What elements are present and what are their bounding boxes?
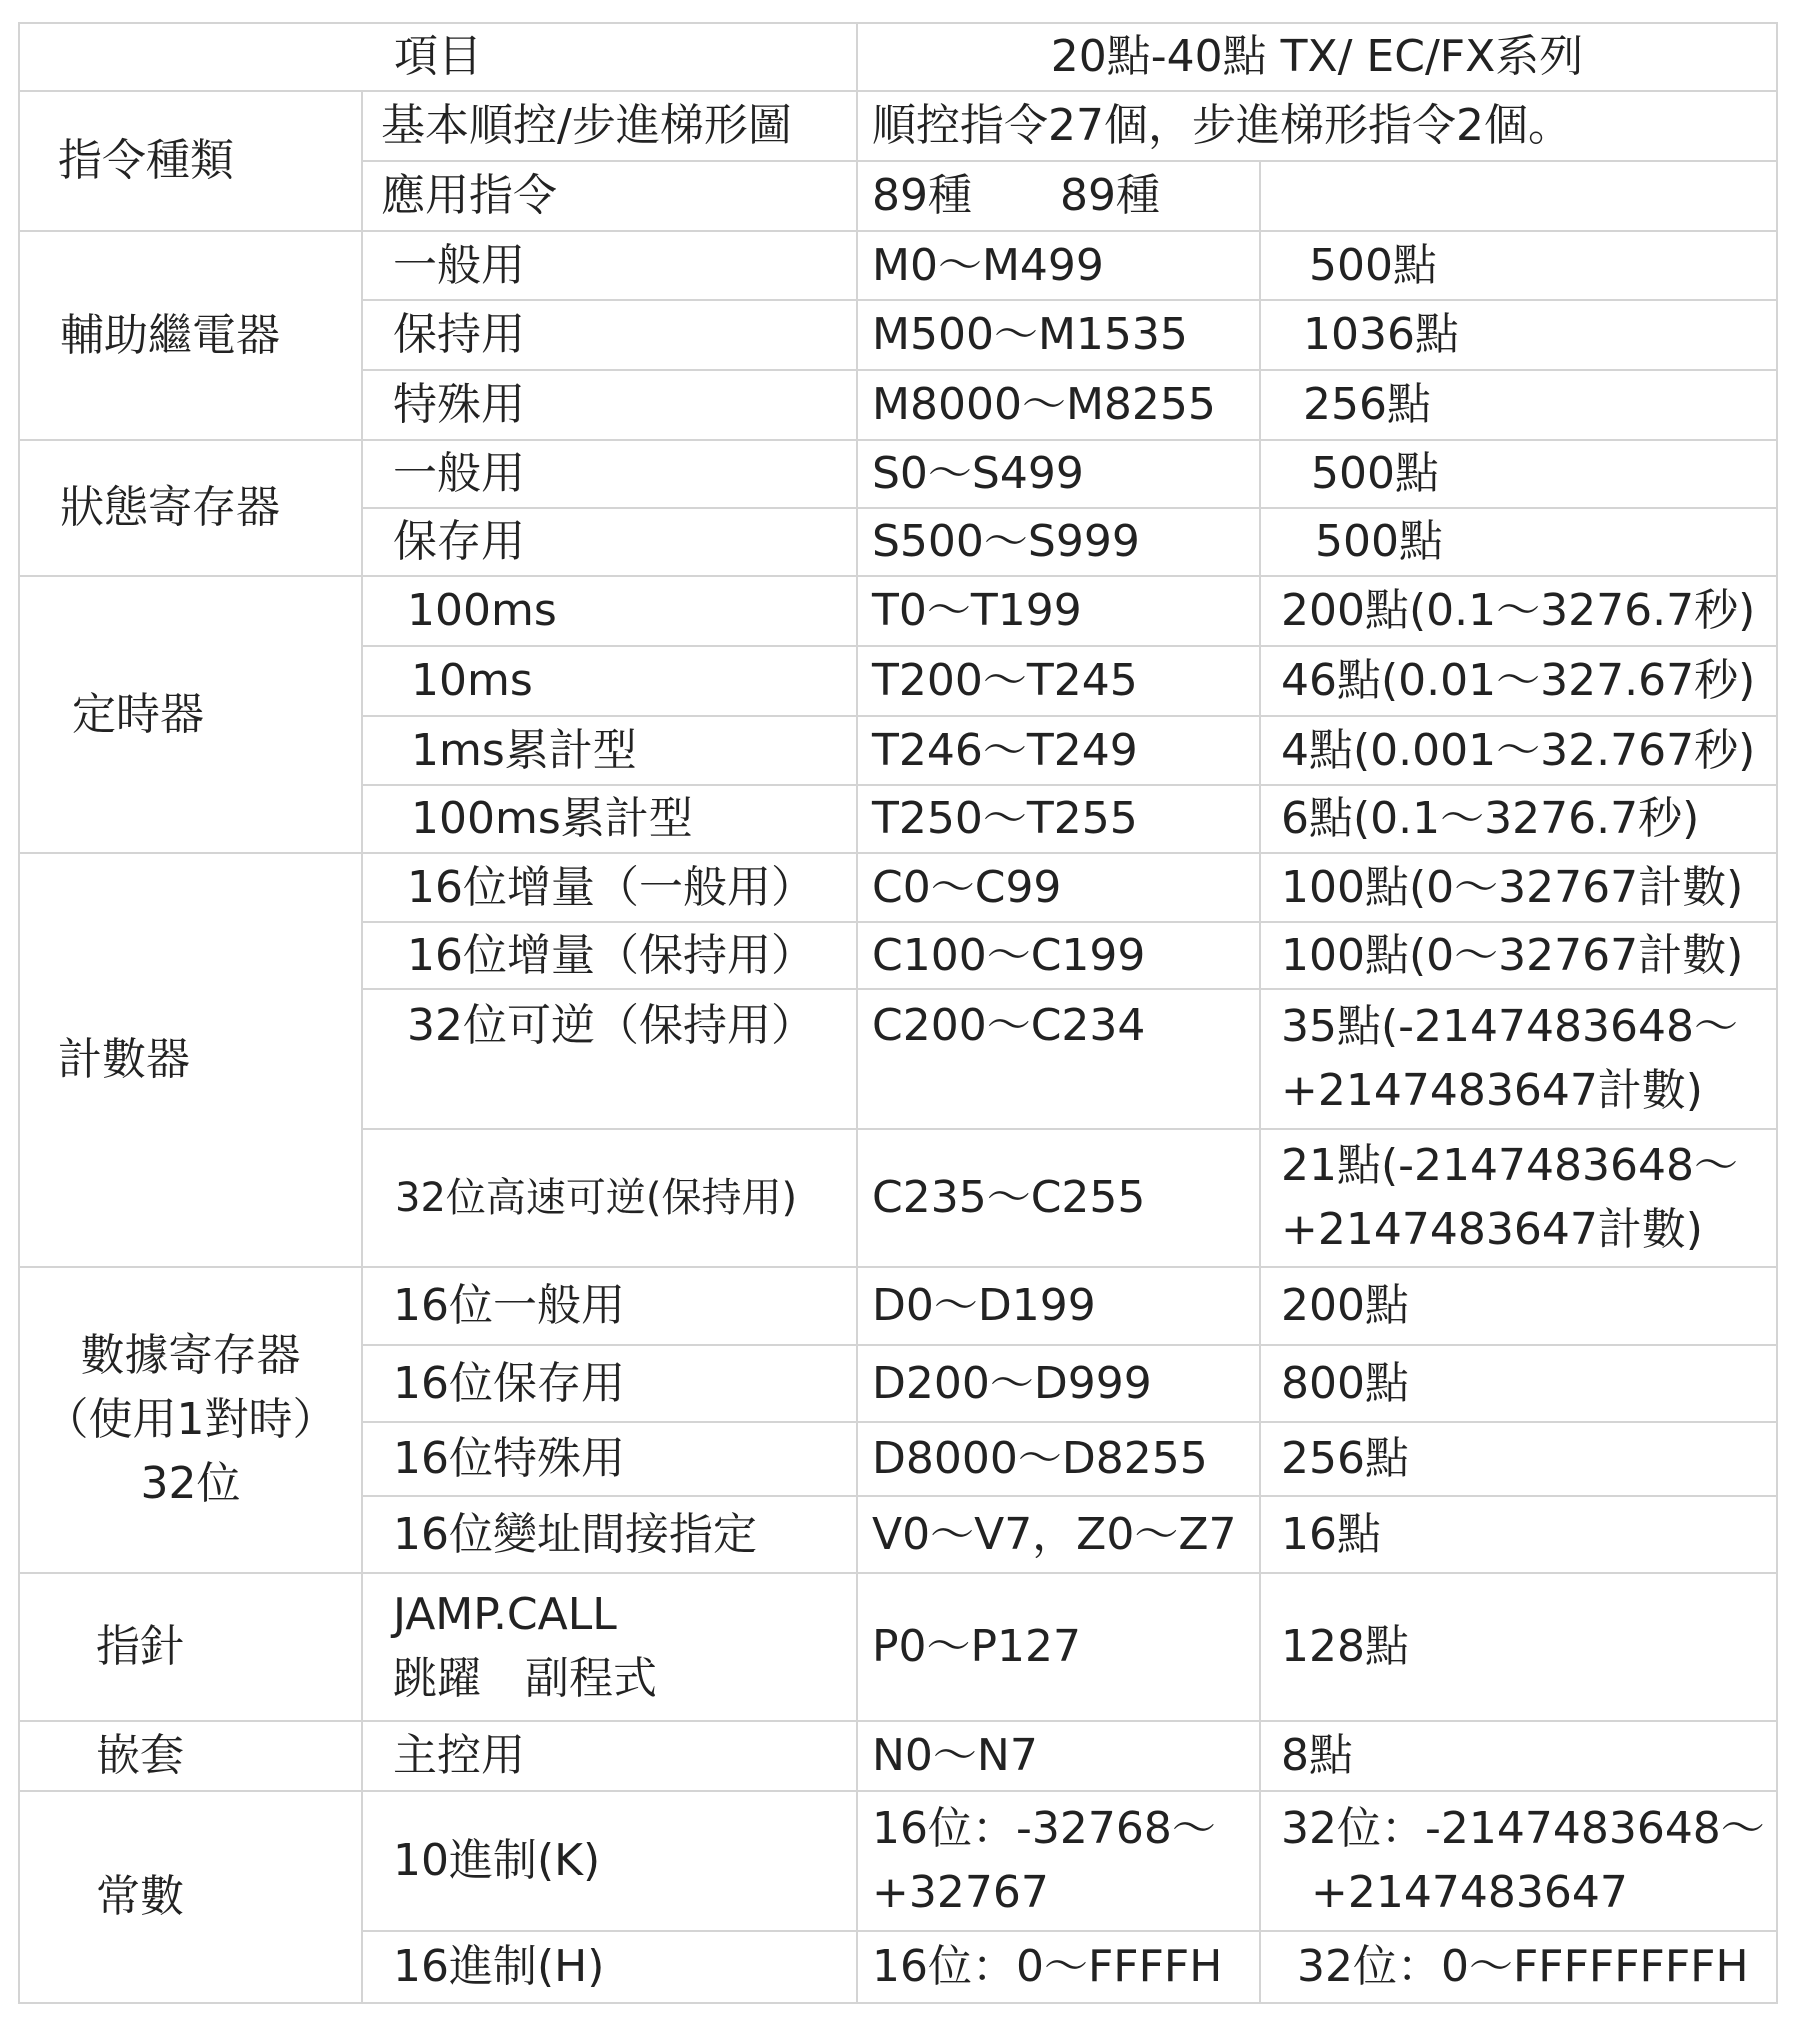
item-cell: 特殊用 [362, 370, 857, 440]
count-line: 35點(-2147483648～ [1281, 1001, 1738, 1053]
count-cell: 6點(0.1～3276.7秒) [1260, 785, 1777, 853]
table-row [19, 1721, 1777, 1791]
count-cell [1260, 989, 1777, 1129]
count-cell: 1036點 [1260, 300, 1777, 370]
count-cell: 46點(0.01～327.67秒) [1260, 646, 1777, 716]
item-line: JAMP.CALL [393, 1589, 617, 1641]
range-cell: T0～T199 [857, 576, 1260, 646]
item-cell: 32位高速可逆(保持用) [362, 1129, 857, 1267]
range-cell: T250～T255 [857, 785, 1260, 853]
item-cell: 一般用 [362, 440, 857, 508]
range-cell: M500～M1535 [857, 300, 1260, 370]
count-cell: 200點(0.1～3276.7秒) [1260, 576, 1777, 646]
count-cell: 32位：0～FFFFFFFFH [1260, 1931, 1777, 2003]
count-line: +2147483647 [1311, 1867, 1628, 1918]
range-cell [857, 1791, 1260, 1931]
table-row [19, 1791, 1777, 1931]
category-data-register [19, 1267, 362, 1573]
item-cell: 32位可逆（保持用） [362, 989, 857, 1129]
category-pointer: 指針 [19, 1573, 362, 1721]
range-line: +32767 [872, 1867, 1049, 1918]
range-cell: N0～N7 [857, 1721, 1260, 1791]
count-cell [1260, 1791, 1777, 1931]
item-cell: 基本順控/步進梯形圖 [362, 91, 857, 161]
count-line: 21點(-2147483648～ [1281, 1140, 1738, 1192]
table-row [19, 91, 1777, 161]
empty-cell [1260, 161, 1777, 231]
count-cell: 200點 [1260, 1267, 1777, 1345]
table-row [19, 1267, 1777, 1345]
range-cell: S500～S999 [857, 508, 1260, 576]
item-cell: 16位保存用 [362, 1345, 857, 1422]
range-cell: D0～D199 [857, 1267, 1260, 1345]
count-cell: 256點 [1260, 370, 1777, 440]
count-line: +2147483647計數) [1281, 1204, 1703, 1255]
category-line: 32位 [140, 1457, 241, 1509]
count-cell: 100點(0～32767計數) [1260, 922, 1777, 989]
count-cell [1260, 1129, 1777, 1267]
header-item: 項目 [19, 23, 857, 91]
item-cell [362, 1573, 857, 1721]
count-cell: 800點 [1260, 1345, 1777, 1422]
item-cell: 100ms [362, 576, 857, 646]
category-line: 數據寄存器 [80, 1330, 301, 1382]
value-cell: 89種 89種 [857, 161, 1260, 231]
count-line: +2147483647計數) [1281, 1065, 1703, 1116]
count-cell: 4點(0.001～32.767秒) [1260, 716, 1777, 785]
range-cell: T246～T249 [857, 716, 1260, 785]
header-row [19, 23, 1777, 91]
range-cell: C100～C199 [857, 922, 1260, 989]
range-cell: D8000～D8255 [857, 1422, 1260, 1496]
item-cell: 1ms累計型 [362, 716, 857, 785]
range-line: 16位：-32768～ [872, 1803, 1216, 1855]
header-series: 20點-40點 TX/ EC/FX系列 [857, 23, 1777, 91]
item-cell: 應用指令 [362, 161, 857, 231]
range-cell: M0～M499 [857, 231, 1260, 300]
count-cell: 500點 [1260, 231, 1777, 300]
range-cell: C200～C234 [857, 989, 1260, 1129]
item-cell: 16位增量（一般用） [362, 853, 857, 922]
item-cell: 保持用 [362, 300, 857, 370]
range-cell: V0～V7，Z0～Z7 [857, 1496, 1260, 1573]
item-cell: 100ms累計型 [362, 785, 857, 853]
category-line: （使用1對時） [44, 1394, 337, 1446]
item-cell: 16位一般用 [362, 1267, 857, 1345]
table-row [19, 440, 1777, 508]
range-cell: S0～S499 [857, 440, 1260, 508]
count-cell: 500點 [1260, 508, 1777, 576]
item-cell: 一般用 [362, 231, 857, 300]
category-state-register: 狀態寄存器 [19, 440, 362, 576]
table-row [19, 853, 1777, 922]
range-cell: 16位：0～FFFFH [857, 1931, 1260, 2003]
plc-spec-table [18, 22, 1778, 2004]
category-counter: 計數器 [19, 853, 362, 1267]
range-cell: C0～C99 [857, 853, 1260, 922]
range-cell: M8000～M8255 [857, 370, 1260, 440]
count-cell: 8點 [1260, 1721, 1777, 1791]
item-cell: 主控用 [362, 1721, 857, 1791]
table-row [19, 231, 1777, 300]
value-cell: 順控指令27個，步進梯形指令2個。 [857, 91, 1777, 161]
range-cell: T200～T245 [857, 646, 1260, 716]
count-cell: 128點 [1260, 1573, 1777, 1721]
category-nesting: 嵌套 [19, 1721, 362, 1791]
item-cell: 16位特殊用 [362, 1422, 857, 1496]
item-cell: 保存用 [362, 508, 857, 576]
item-cell: 10進制(K) [362, 1791, 857, 1931]
count-cell: 500點 [1260, 440, 1777, 508]
category-timer: 定時器 [19, 576, 362, 853]
category-constant: 常數 [19, 1791, 362, 2003]
item-cell: 10ms [362, 646, 857, 716]
category-instruction: 指令種類 [19, 91, 362, 231]
item-cell: 16位變址間接指定 [362, 1496, 857, 1573]
range-cell: P0～P127 [857, 1573, 1260, 1721]
item-cell: 16進制(H) [362, 1931, 857, 2003]
count-cell: 256點 [1260, 1422, 1777, 1496]
category-aux-relay: 輔助繼電器 [19, 231, 362, 440]
count-cell: 16點 [1260, 1496, 1777, 1573]
count-cell: 100點(0～32767計數) [1260, 853, 1777, 922]
count-line: 32位：-2147483648～ [1281, 1803, 1765, 1855]
item-cell: 16位增量（保持用） [362, 922, 857, 989]
range-cell: D200～D999 [857, 1345, 1260, 1422]
item-line: 跳躍 副程式 [393, 1653, 657, 1704]
table-row [19, 1573, 1777, 1721]
table-row [19, 576, 1777, 646]
range-cell: C235～C255 [857, 1129, 1260, 1267]
